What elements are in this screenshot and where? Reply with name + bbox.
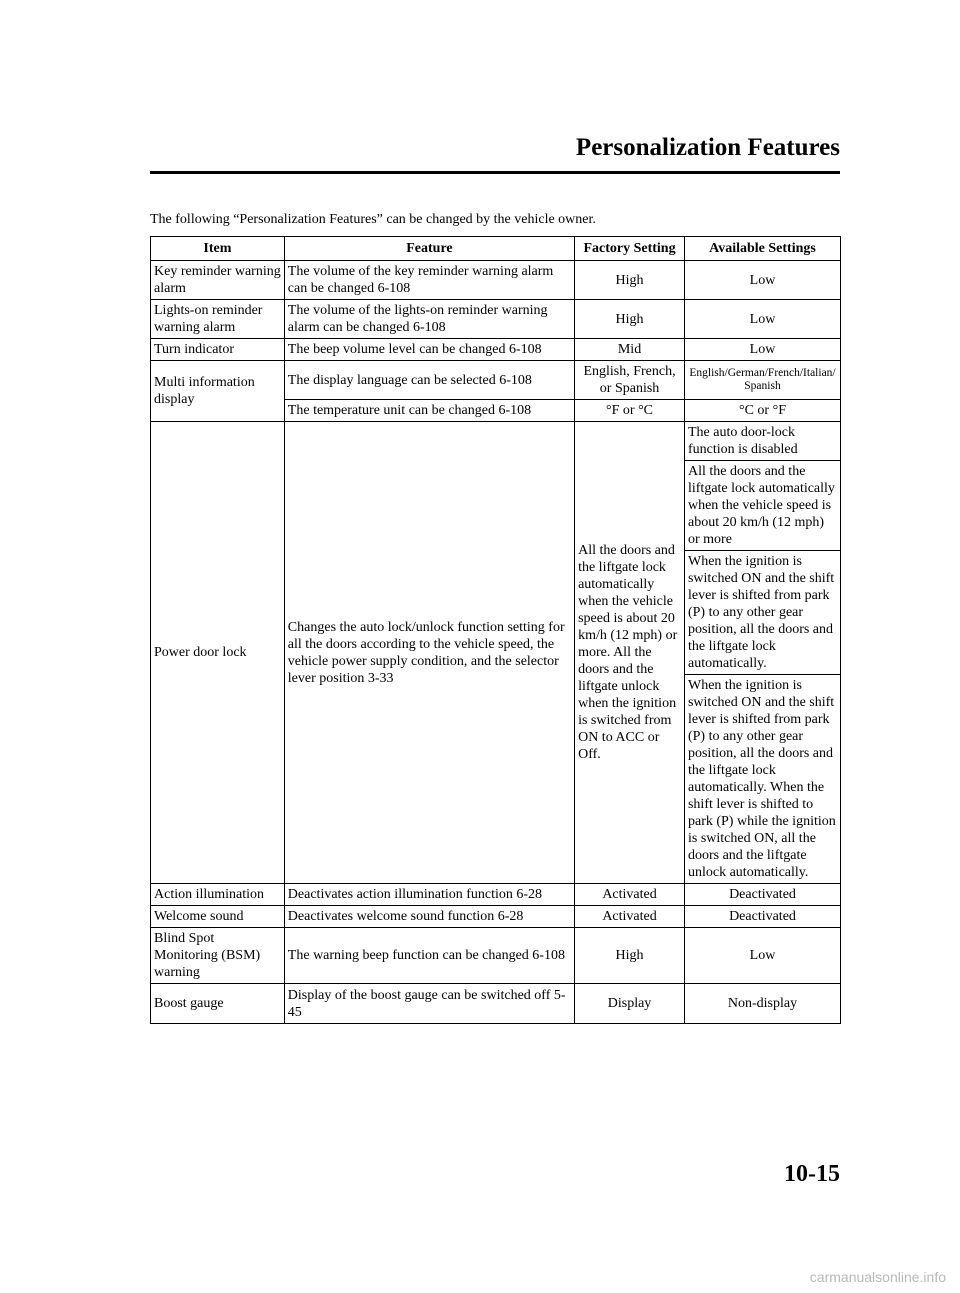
feature-cell: The temperature unit can be changed 6-108 — [284, 400, 574, 422]
item-cell: Power door lock — [151, 422, 285, 884]
item-cell: Lights-on reminder warning alarm — [151, 300, 285, 339]
table-row — [151, 984, 841, 1024]
header-rule — [150, 171, 840, 174]
factory-cell: °F or °C — [575, 400, 685, 422]
table-row — [151, 361, 841, 400]
item-cell: Action illumination — [151, 884, 285, 906]
available-cell: When the ignition is switched ON and the shift lever is shifted from park (P) to any other gear position, all the doors and the liftgate lock automatically. When the shift lever is shifted to park (P) while the ignition is switched ON, all the doors and the liftgate unlock automatically. — [684, 675, 840, 884]
factory-cell: Activated — [575, 906, 685, 928]
table-row — [151, 339, 841, 361]
available-cell: Low — [684, 928, 840, 984]
factory-cell: High — [575, 261, 685, 300]
factory-cell: Mid — [575, 339, 685, 361]
feature-cell: The volume of the lights-on reminder warning alarm can be changed 6-108 — [284, 300, 574, 339]
available-cell: Low — [684, 300, 840, 339]
available-cell: Deactivated — [684, 906, 840, 928]
item-cell: Boost gauge — [151, 984, 285, 1024]
header-feature: Feature — [284, 237, 574, 261]
feature-cell: The display language can be selected 6-108 — [284, 361, 574, 400]
table-row — [151, 422, 841, 461]
factory-cell: Display — [575, 984, 685, 1024]
available-cell: English/German/French/Italian/ Spanish — [684, 361, 840, 400]
available-cell: When the ignition is switched ON and the shift lever is shifted from park (P) to any other gear position, all the doors and the liftgate lock automatically. — [684, 551, 840, 675]
header-item: Item — [151, 237, 285, 261]
feature-cell: Deactivates action illumination function 6-28 — [284, 884, 574, 906]
personalization-table — [150, 236, 841, 1024]
factory-cell: High — [575, 300, 685, 339]
feature-cell: The volume of the key reminder warning alarm can be changed 6-108 — [284, 261, 574, 300]
header-available-settings: Available Settings — [684, 237, 840, 261]
table-row — [151, 906, 841, 928]
page-title: Personalization Features — [575, 134, 840, 161]
item-cell: Multi information display — [151, 361, 285, 422]
table-row — [151, 261, 841, 300]
table-row — [151, 884, 841, 906]
available-cell: °C or °F — [684, 400, 840, 422]
intro-text: The following “Personalization Features” can be changed by the vehicle owner. — [150, 212, 596, 227]
available-cell: All the doors and the liftgate lock automatically when the vehicle speed is about 20 km/h (12 mph) or more — [684, 461, 840, 551]
table-row — [151, 300, 841, 339]
item-cell: Turn indicator — [151, 339, 285, 361]
feature-cell: The warning beep function can be changed 6-108 — [284, 928, 574, 984]
item-cell: Key reminder warning alarm — [151, 261, 285, 300]
table-header-row — [151, 237, 841, 261]
feature-cell: Deactivates welcome sound function 6-28 — [284, 906, 574, 928]
available-cell: Non-display — [684, 984, 840, 1024]
available-cell: Low — [684, 261, 840, 300]
available-cell: The auto door-lock function is disabled — [684, 422, 840, 461]
feature-cell: Changes the auto lock/unlock function setting for all the doors according to the vehicle speed, the vehicle power supply condition, and the selector lever position 3-33 — [284, 422, 574, 884]
watermark: carmanualsonline.info — [809, 1269, 946, 1285]
factory-cell: All the doors and the liftgate lock automatically when the vehicle speed is about 20 km/h (12 mph) or more. All the doors and the liftgate unlock when the ignition is switched from ON to ACC or Off. — [575, 422, 685, 884]
table-row — [151, 928, 841, 984]
factory-cell: English, French, or Spanish — [575, 361, 685, 400]
factory-cell: High — [575, 928, 685, 984]
item-cell: Blind Spot Monitoring (BSM) warning — [151, 928, 285, 984]
factory-cell: Activated — [575, 884, 685, 906]
page-number: 10-15 — [784, 1161, 840, 1187]
item-cell: Welcome sound — [151, 906, 285, 928]
available-cell: Low — [684, 339, 840, 361]
feature-cell: Display of the boost gauge can be switched off 5-45 — [284, 984, 574, 1024]
available-cell: Deactivated — [684, 884, 840, 906]
header-factory-setting: Factory Setting — [575, 237, 685, 261]
feature-cell: The beep volume level can be changed 6-108 — [284, 339, 574, 361]
